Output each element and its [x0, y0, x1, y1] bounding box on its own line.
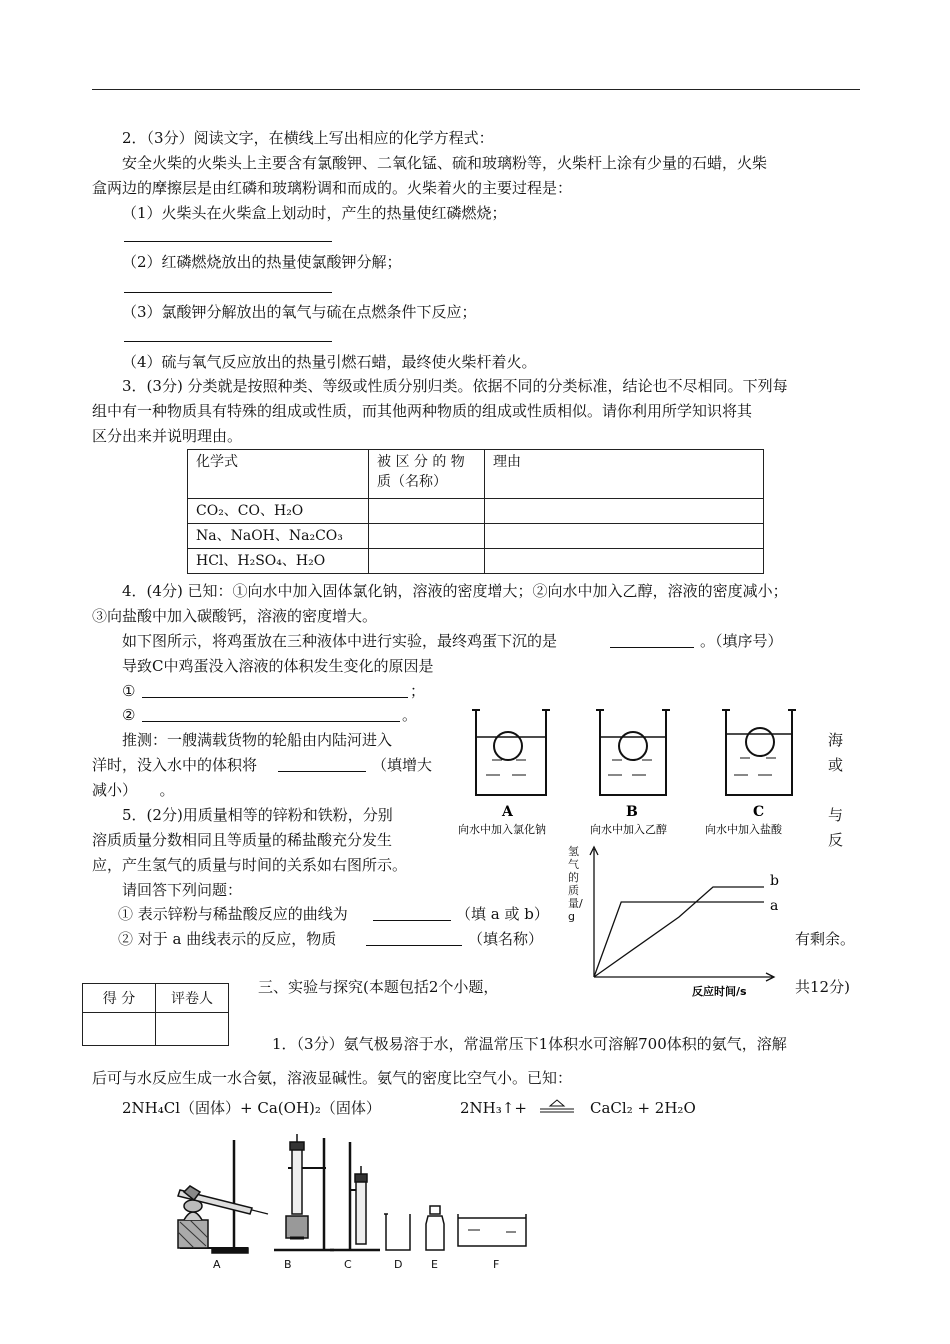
q4-reason-blank-2[interactable] — [142, 721, 400, 722]
beaker-c-label: C — [753, 804, 765, 820]
formula-cell: Na、NaOH、Na₂CO₃ — [188, 524, 369, 549]
header-substance — [369, 450, 485, 499]
q4-infer-side-1: 海 — [828, 731, 844, 749]
substance-cell[interactable] — [369, 549, 485, 574]
classification-table — [187, 449, 764, 574]
q2-step-4: （4）硫与氧气反应放出的热量引燃石蜡，最终使火柴杆着火。 — [122, 353, 537, 371]
reason-cell[interactable] — [485, 499, 764, 524]
q2-intro-1: 安全火柴的火柴头上主要含有氯酸钾、二氧化锰、硫和玻璃粉等，火柴杆上涂有少量的石蜡，火柴 — [122, 154, 768, 172]
equation-right: CaCl₂ + 2H₂O — [590, 1099, 696, 1117]
q5-curve-blank[interactable] — [373, 920, 451, 921]
beaker-a-caption: 向水中加入氯化钠 — [458, 823, 546, 836]
grader-label: 评卷人 — [156, 984, 229, 1013]
series-line-b — [594, 887, 764, 977]
equation-mid: 2NH₃↑+ — [460, 1099, 527, 1117]
apparatus-e — [426, 1206, 444, 1250]
substance-cell[interactable] — [369, 499, 485, 524]
q5-q1-text: ① 表示锌粉与稀盐酸反应的曲线为 — [118, 905, 348, 923]
q4-infer-blank[interactable] — [278, 771, 366, 772]
q5-substance-blank[interactable] — [366, 945, 462, 946]
q4-blank-1-suffix: ； — [410, 682, 426, 700]
series-label-b: b — [770, 873, 779, 889]
q2-title: 2．（3分）阅读文字，在横线上写出相应的化学方程式： — [122, 129, 494, 147]
q3-line-2: 组中有一种物质具有特殊的组成或性质，而其他两种物质的组成或性质相似。请你利用所学知识将其 — [92, 402, 753, 420]
beaker-b-label: B — [626, 804, 638, 820]
q3-line-3: 区分出来并说明理由。 — [92, 427, 243, 445]
q4-infer-2b: （填增大 — [372, 756, 433, 774]
q5-q1-hint: （填 a 或 b） — [456, 905, 549, 923]
q4-blank-1-prefix: ① — [122, 682, 136, 700]
q4-answer-blank[interactable] — [610, 647, 694, 648]
q2-step-2: （2）红磷燃烧放出的热量使氯酸钾分解； — [122, 253, 402, 271]
apparatus-label-b: B — [284, 1258, 292, 1271]
beaker-b — [596, 710, 670, 795]
beaker-c — [722, 710, 796, 795]
q2-answer-blank-2[interactable] — [124, 292, 332, 293]
header-rule — [92, 89, 860, 90]
score-label: 得 分 — [83, 984, 156, 1013]
grader-cell[interactable] — [156, 1013, 229, 1046]
apparatus-label-d: D — [394, 1258, 403, 1271]
q4-line-3-tail: 。（填序号） — [700, 632, 783, 650]
x-axis-label: 反应时间/s — [692, 985, 747, 998]
header-formula: 化学式 — [188, 450, 369, 499]
q2-answer-blank-3[interactable] — [124, 341, 332, 342]
beaker-c-caption: 向水中加入盐酸 — [705, 823, 782, 836]
score-cell[interactable] — [83, 1013, 156, 1046]
substance-cell[interactable] — [369, 524, 485, 549]
y-axis-label: 氢气的质量/g — [568, 845, 583, 923]
q4-line-3: 如下图所示，将鸡蛋放在三种液体中进行实验，最终鸡蛋下沉的是 — [122, 632, 558, 650]
q5-line-1: 5．(2分)用质量相等的锌粉和铁粉，分别 — [122, 806, 393, 824]
apparatus-label-e: E — [431, 1258, 438, 1271]
beaker-a — [472, 710, 550, 795]
q4-blank-2-suffix: 。 — [402, 706, 418, 724]
ex1-line-2: 后可与水反应生成一水合氨，溶液显碱性。氨气的密度比空气小。已知： — [92, 1069, 573, 1087]
apparatus-label-f: F — [493, 1258, 500, 1271]
q4-infer-side-2: 或 — [828, 756, 844, 774]
apparatus-a — [178, 1140, 268, 1253]
header-reason: 理由 — [485, 450, 764, 499]
q2-step-1: （1）火柴头在火柴盒上划动时，产生的热量使红磷燃烧； — [122, 204, 507, 222]
q4-line-4: 导致C中鸡蛋没入溶液的体积发生变化的原因是 — [122, 657, 434, 675]
q4-line-2: ③向盐酸中加入碳酸钙，溶液的密度增大。 — [92, 607, 378, 625]
table-header-row — [188, 450, 764, 499]
series-line-a — [594, 902, 764, 977]
q5-q2-text: ② 对于 a 曲线表示的反应，物质 — [118, 930, 337, 948]
q4-line-1: 4．(4分) 已知：①向水中加入固体氯化钠，溶液的密度增大；②向水中加入乙醇，溶液的密度减小； — [122, 582, 788, 600]
q5-side-1: 与 — [828, 806, 844, 824]
q5-side-2: 反 — [828, 831, 844, 849]
formula-cell: HCl、H₂SO₄、H₂O — [188, 549, 369, 574]
apparatus-b — [274, 1134, 334, 1250]
apparatus-f — [458, 1214, 526, 1246]
apparatus-label-a: A — [213, 1258, 221, 1271]
ex1-line-1: 1．（3分）氨气极易溶于水，常温常压下1体积水可溶解700体积的氨气，溶解 — [272, 1035, 787, 1053]
q5-q2-hint: （填名称） — [468, 930, 544, 948]
section-3-heading-tail: 共12分) — [795, 978, 850, 996]
apparatus-c — [330, 1142, 380, 1250]
q2-step-3: （3）氯酸钾分解放出的氧气与硫在点燃条件下反应； — [122, 303, 477, 321]
heat-condition-icon — [538, 1098, 576, 1116]
reason-cell[interactable] — [485, 524, 764, 549]
beaker-a-label: A — [502, 804, 513, 820]
q4-infer-3: 减小） 。 — [92, 781, 175, 799]
q5-q2-tail: 有剩余。 — [795, 930, 856, 948]
egg-beaker-figure — [450, 700, 810, 840]
q5-line-4: 请回答下列问题： — [122, 881, 243, 899]
equation-left: 2NH₄Cl（固体）+ Ca(OH)₂（固体） — [122, 1099, 381, 1117]
q2-intro-2: 盒两边的摩擦层是由红磷和玻璃粉调和而成的。火柴着火的主要过程是： — [92, 179, 573, 197]
q5-line-3: 应，产生氢气的质量与时间的关系如右图所示。 — [92, 856, 408, 874]
q5-line-2: 溶质质量分数相同且等质量的稀盐酸充分发生 — [92, 831, 393, 849]
section-3-heading: 三、实验与探究(本题包括2个小题， — [258, 978, 499, 996]
apparatus-label-c: C — [344, 1258, 352, 1271]
series-label-a: a — [770, 898, 779, 914]
header-substance-line-2: 质（名称） — [377, 474, 447, 490]
table-row — [188, 549, 764, 574]
score-table — [82, 983, 229, 1046]
apparatus-figure — [170, 1128, 540, 1276]
q2-answer-blank-1[interactable] — [124, 241, 332, 242]
q4-infer-1: 推测：一艘满载货物的轮船由内陆河进入 — [122, 731, 393, 749]
formula-cell: CO₂、CO、H₂O — [188, 499, 369, 524]
beaker-b-caption: 向水中加入乙醇 — [590, 823, 667, 836]
hydrogen-mass-chart — [560, 843, 790, 998]
q4-blank-2-prefix: ② — [122, 706, 136, 724]
q3-line-1: 3．(3分) 分类就是按照种类、等级或性质分别归类。依据不同的分类标准，结论也不尽相同。下列每 — [122, 377, 788, 395]
table-row — [188, 499, 764, 524]
q4-infer-2a: 洋时，没入水中的体积将 — [92, 756, 258, 774]
table-row — [188, 524, 764, 549]
reason-cell[interactable] — [485, 549, 764, 574]
apparatus-d — [384, 1214, 410, 1250]
q4-reason-blank-1[interactable] — [142, 697, 408, 698]
header-substance-line-1: 被 区 分 的 物 — [377, 454, 465, 470]
